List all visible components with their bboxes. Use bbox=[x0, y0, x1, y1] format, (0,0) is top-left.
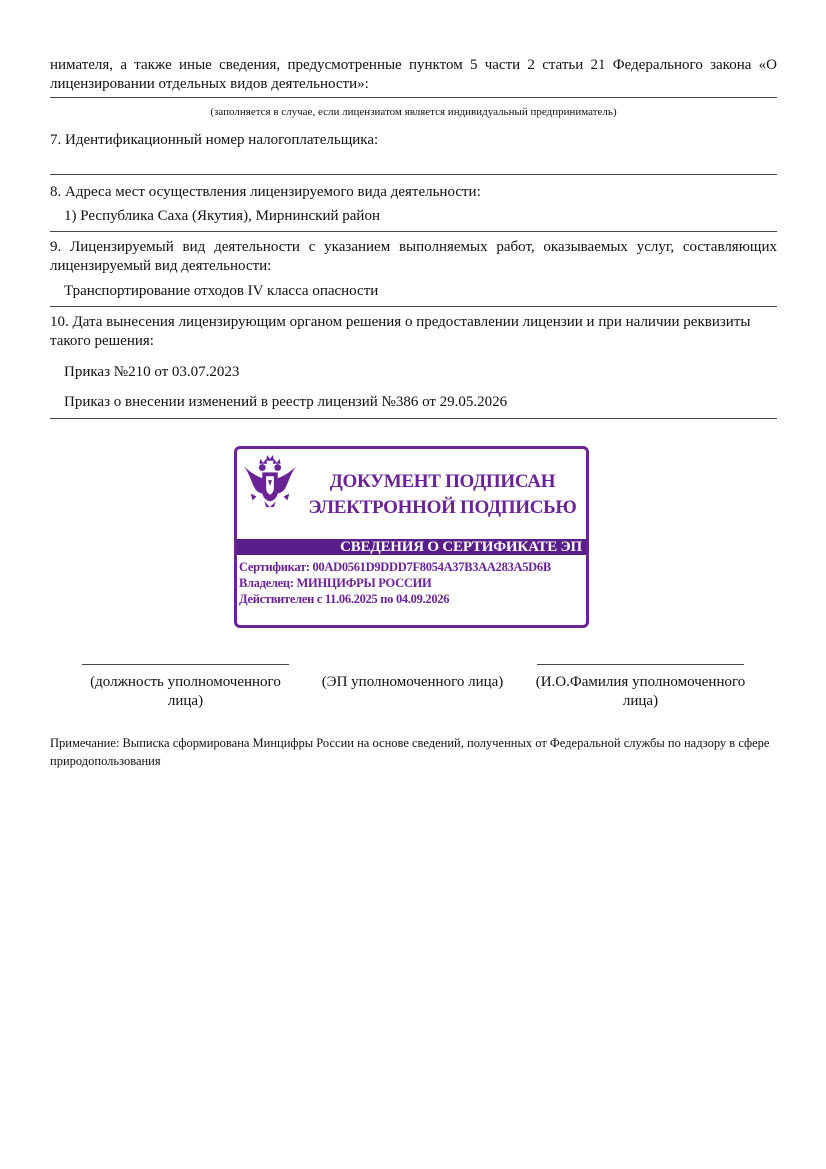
stamp-title-line-1: ДОКУМЕНТ ПОДПИСАН bbox=[329, 471, 556, 492]
stamp-validity: Действителен с 11.06.2025 по 04.09.2026 bbox=[239, 592, 450, 606]
signature-name-caption: (И.О.Фамилия уполномоченного лица) bbox=[535, 674, 746, 709]
stamp-title bbox=[303, 469, 582, 521]
item-7-label: 7. Идентификационный номер налогоплательщика: bbox=[50, 132, 379, 148]
signature-line bbox=[82, 664, 289, 665]
state-eagle-icon bbox=[241, 455, 299, 511]
item-10-value-2: Приказ о внесении изменений в реестр лицензий №386 от 29.05.2026 bbox=[64, 394, 508, 410]
divider bbox=[50, 174, 777, 175]
signature-line bbox=[537, 664, 744, 665]
signature-position-caption: (должность уполномоченного лица) bbox=[90, 674, 281, 709]
item-8-value: 1) Республика Саха (Якутия), Мирнинский район bbox=[64, 208, 380, 224]
stamp-owner: Владелец: МИНЦИФРЫ РОССИИ bbox=[239, 576, 432, 590]
intro-text: нимателя, а также иные сведения, предусмотренные пунктом 5 части 2 статьи 21 Федерального закона «О лицензировании отдельных видов деятельности»: bbox=[50, 57, 777, 92]
stamp-certificate-header: СВЕДЕНИЯ О СЕРТИФИКАТЕ ЭП bbox=[237, 539, 586, 555]
signature-position-block bbox=[78, 664, 293, 711]
stamp-certificate: Сертификат: 00AD0561D9DDD7F8054A37B3AA283A5D6B bbox=[239, 560, 551, 574]
stamp-title-line-2: ЭЛЕКТРОННОЙ ПОДПИСЬЮ bbox=[308, 497, 577, 518]
signature-ep-block bbox=[300, 664, 525, 692]
divider bbox=[50, 231, 777, 232]
stamp-certificate-details bbox=[239, 559, 584, 607]
e-signature-stamp bbox=[234, 446, 589, 628]
footnote: Примечание: Выписка сформирована Минцифры России на основе сведений, полученных от Федеральной службы по надзору в сфере природопользования bbox=[50, 736, 770, 768]
item-8-label: 8. Адреса мест осуществления лицензируемого вида деятельности: bbox=[50, 184, 481, 200]
signature-name-block bbox=[533, 664, 748, 711]
divider bbox=[50, 418, 777, 419]
item-10-value-1: Приказ №210 от 03.07.2023 bbox=[64, 364, 240, 380]
document-body bbox=[50, 56, 777, 419]
divider bbox=[50, 306, 777, 307]
item-9-value: Транспортирование отходов IV класса опасности bbox=[64, 283, 379, 299]
divider bbox=[50, 97, 777, 98]
intro-hint: (заполняется в случае, если лицензиатом является индивидуальный предприниматель) bbox=[210, 106, 617, 118]
item-9-label: 9. Лицензируемый вид деятельности с указанием выполняемых работ, оказываемых услуг, составляющих лицензируемый вид деятельности: bbox=[50, 239, 777, 274]
signature-ep-caption: (ЭП уполномоченного лица) bbox=[321, 674, 504, 690]
item-10-label: 10. Дата вынесения лицензирующим органом решения о предоставлении лицензии и при наличии реквизиты такого решения: bbox=[50, 314, 751, 349]
